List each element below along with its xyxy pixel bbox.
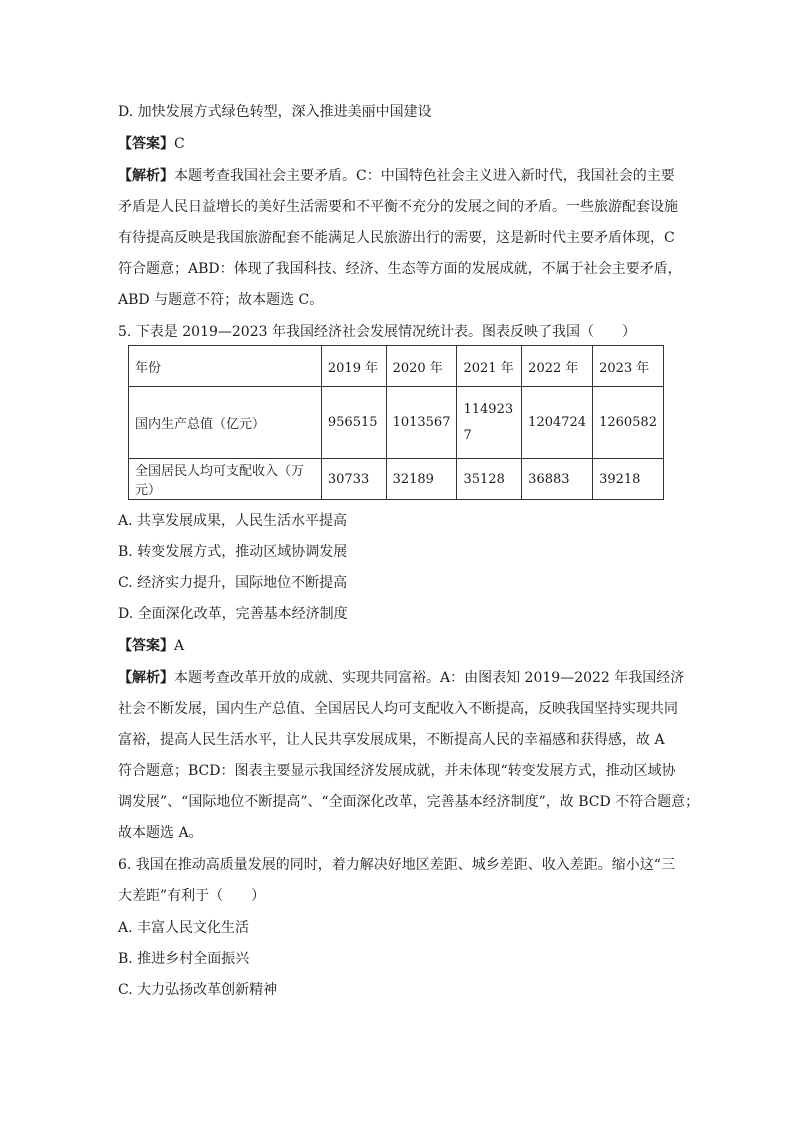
analysis-label: 【解析】 bbox=[118, 670, 174, 686]
table-cell: 1260582 bbox=[593, 387, 664, 459]
table-row-label: 国内生产总值（亿元） bbox=[129, 387, 322, 459]
table-cell: 32189 bbox=[386, 459, 457, 500]
q4-analysis-line: 符合题意；ABD：体现了我国科技、经济、生态等方面的发展成就，不属于社会主要矛盾， bbox=[118, 261, 682, 277]
q6-stem-line: 6. 我国在推动高质量发展的同时，着力解决好地区差距、城乡差距、收入差距。缩小这“三 bbox=[118, 857, 675, 873]
stats-table bbox=[128, 345, 664, 500]
q5-analysis-line: 调发展”、“国际地位不断提高”、“全面深化改革，完善基本经济制度”，故 BCD 不符合题意； bbox=[118, 794, 700, 810]
table-cell: 956515 bbox=[321, 387, 386, 459]
table-cell: 30733 bbox=[321, 459, 386, 500]
table-header-cell: 2019 年 bbox=[321, 346, 386, 387]
table-row bbox=[129, 387, 664, 459]
q4-analysis-line: 【解析】本题考查我国社会主要矛盾。C：中国特色社会主义进入新时代，我国社会的主要 bbox=[118, 168, 675, 184]
table-header-cell: 2020 年 bbox=[386, 346, 457, 387]
table-header-cell: 年份 bbox=[129, 346, 322, 387]
answer-value: C bbox=[174, 136, 185, 152]
table-cell: 36883 bbox=[522, 459, 593, 500]
table-cell: 35128 bbox=[457, 459, 522, 500]
table-cell: 1204724 bbox=[522, 387, 593, 459]
q5-option-d: D. 全面深化改革，完善基本经济制度 bbox=[118, 606, 348, 622]
q5-analysis-line: 【解析】本题考查改革开放的成就、实现共同富裕。A：由图表知 2019—2022 年我国经济 bbox=[118, 670, 685, 686]
q4-analysis-line: ABD 与题意不符；故本题选 C。 bbox=[118, 292, 324, 308]
q4-option-d: D. 加快发展方式绿色转型，深入推进美丽中国建设 bbox=[118, 104, 432, 120]
table-row bbox=[129, 459, 664, 500]
answer-label: 【答案】 bbox=[118, 638, 174, 654]
table-header-cell: 2021 年 bbox=[457, 346, 522, 387]
q6-option-b: B. 推进乡村全面振兴 bbox=[118, 951, 250, 967]
q5-analysis-line: 符合题意；BCD：图表主要显示我国经济发展成就，并未体现“转变发展方式，推动区域协 bbox=[118, 763, 676, 779]
table-cell: 114923 7 bbox=[457, 387, 522, 459]
answer-value: A bbox=[174, 638, 185, 654]
q5-analysis-line: 富裕，提高人民生活水平，让人民共享发展成果，不断提高人民的幸福感和获得感，故 A bbox=[118, 732, 665, 748]
q6-option-a: A. 丰富人民文化生活 bbox=[118, 920, 250, 936]
table-row bbox=[129, 346, 664, 387]
q5-stem: 5. 下表是 2019—2023 年我国经济社会发展情况统计表。图表反映了我国（ ） bbox=[118, 324, 636, 340]
table-row-label: 全国居民人均可支配收入（万元） bbox=[129, 459, 322, 500]
q5-analysis-line: 故本题选 A。 bbox=[118, 825, 203, 841]
q5-option-c: C. 经济实力提升，国际地位不断提高 bbox=[118, 575, 348, 591]
q5-analysis-line: 社会不断发展，国内生产总值、全国居民人均可支配收入不断提高，反映我国坚持实现共同 bbox=[118, 701, 678, 717]
q4-answer bbox=[118, 134, 185, 154]
analysis-label: 【解析】 bbox=[118, 168, 174, 184]
q4-analysis-line: 有待提高反映是我国旅游配套不能满足人民旅游出行的需要，这是新时代主要矛盾体现，C bbox=[118, 230, 675, 246]
table-header-cell: 2023 年 bbox=[593, 346, 664, 387]
q6-option-c: C. 大力弘扬改革创新精神 bbox=[118, 982, 278, 998]
table-cell: 39218 bbox=[593, 459, 664, 500]
q4-analysis-line: 矛盾是人民日益增长的美好生活需要和不平衡不充分的发展之间的矛盾。一些旅游配套设施 bbox=[118, 199, 678, 215]
answer-label: 【答案】 bbox=[118, 136, 174, 152]
q6-stem-line: 大差距”有利于（ ） bbox=[118, 888, 266, 904]
q5-option-b: B. 转变发展方式，推动区域协调发展 bbox=[118, 544, 348, 560]
table-header-cell: 2022 年 bbox=[522, 346, 593, 387]
q5-answer bbox=[118, 636, 184, 656]
q5-option-a: A. 共享发展成果，人民生活水平提高 bbox=[118, 513, 348, 529]
table-cell: 1013567 bbox=[386, 387, 457, 459]
